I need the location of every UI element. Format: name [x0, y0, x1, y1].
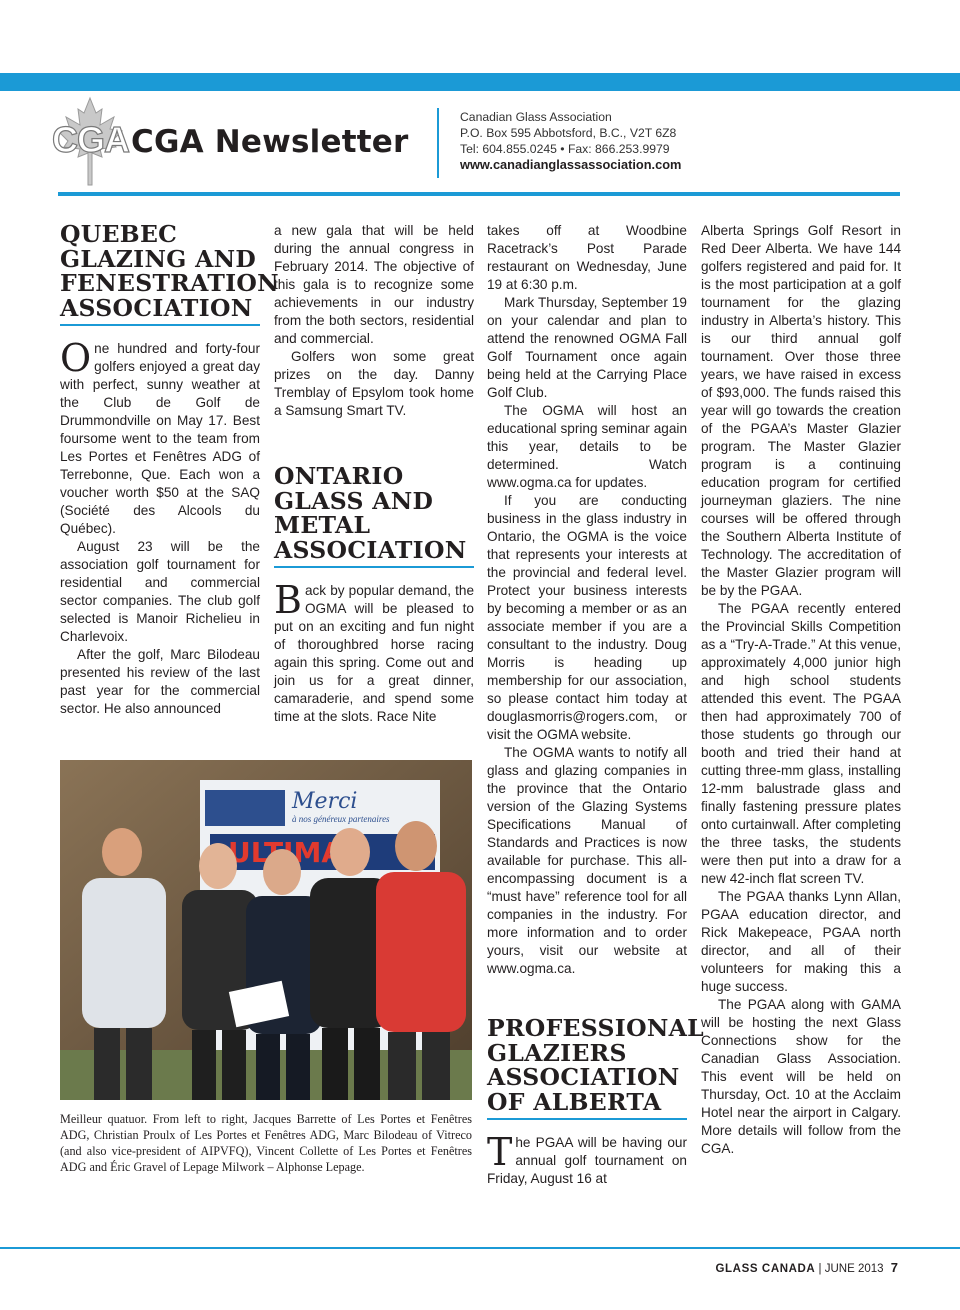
- page-footer: [716, 1260, 899, 1275]
- ontario-paragraph: Mark Thursday, September 19 on your calendar and plan to attend the renowned OGMA Fall Golf Tournament once again being held at the Carrying Place Golf Club.: [487, 295, 687, 400]
- photo-caption: Meilleur quatuor. From left to right, Jacques Barrette of Les Portes et Fenêtres ADG, Christian Proulx of Les Portes et Fenêtres ADG, Marc Bilodeau of Vitreco (and also vice-president of AIPVFQ), Vincent Collette of Les Portes et Fenêtres ADG and Éric Gravel of Lepage Milwork – Alphonse Lepage.: [60, 1112, 472, 1174]
- cga-logo: [50, 95, 130, 190]
- contact-website-link[interactable]: www.canadianglassassociation.com: [460, 157, 682, 172]
- photo-illustration: [60, 760, 472, 1100]
- ontario-paragraph: The OGMA will host an educational spring seminar again this year, details to be determined. Watch www.ogma.ca for updates.: [487, 403, 687, 490]
- column-4: [701, 222, 901, 1158]
- ontario-headline: ONTARIO GLASS AND METAL ASSOCIATION: [274, 462, 467, 564]
- ontario-paragraph: Back by popular demand, the OGMA will be pleased to put on an exciting and fun night of thoroughbred horse racing again this spring. Come out and join us for a great dinner, camaraderie, and spend some time at the slots. Race Nite: [274, 578, 474, 724]
- column-2: [274, 222, 474, 726]
- headline-rule: [60, 324, 260, 326]
- ontario-paragraph: If you are conducting business in the glass industry in Ontario, the OGMA is the voice that represents your interests at the provincial and federal level. Protect your business interests by becoming a member or as an associate member if you are a consultant to the industry. Doug Morris is heading up membership for our association, so please contact him today at douglasmorris@rogers.com, or visit the OGMA website.: [487, 493, 687, 742]
- quebec-paragraph: After the golf, Marc Bilodeau presented his review of the last past year for the commercial sector. He also announced: [60, 647, 260, 716]
- column-3: [487, 222, 704, 1188]
- alberta-paragraph: The PGAA will be having our annual golf tournament on Friday, August 16 at: [487, 1130, 687, 1186]
- logo-wordmark: CGA: [52, 119, 129, 160]
- ontario-paragraph: takes off at Woodbine Racetrack’s Post Parade restaurant on Wednesday, June 19 at 6:30 p.m.: [487, 223, 687, 292]
- contact-address: P.O. Box 595 Abbotsford, B.C., V2T 6Z8: [460, 126, 677, 140]
- alberta-headline: PROFESSIONAL GLAZIERS ASSOCIATION OF ALBERTA: [487, 1014, 704, 1116]
- footer-rule: [0, 1247, 960, 1249]
- alberta-paragraph: The PGAA thanks Lynn Allan, PGAA education director, and Rick Makepeace, PGAA north director, and all of their volunteers for making this a huge success.: [701, 889, 901, 994]
- masthead-divider: [437, 108, 439, 178]
- quebec-paragraph: One hundred and forty-four golfers enjoyed a great day with perfect, sunny weather at the Club de Golf de Drummondville on May 17. Best foursome went to the team from Les Portes et Fenêtres ADG of Terrebonne, Que. Each won a voucher worth $50 at the SAQ (Société des Alcools du Québec).: [60, 336, 260, 536]
- newsletter-title: CGA Newsletter: [131, 124, 409, 160]
- top-accent-bar: [0, 73, 960, 91]
- quebec-headline: QUEBEC GLAZING AND FENESTRATION ASSOCIATION: [60, 220, 279, 322]
- contact-phone: Tel: 604.855.0245 • Fax: 866.253.9979: [460, 142, 670, 156]
- quebec-paragraph: a new gala that will be held during the annual congress in February 2014. The objective of this gala is to recognize some achievements in our industry from the both sectors, residential and commercial.: [274, 223, 474, 346]
- drop-cap: O: [60, 336, 92, 380]
- banner-subtitle: à nos généreux partenaires: [292, 814, 390, 824]
- headline-rule: [487, 1118, 687, 1120]
- quebec-paragraph: Golfers won some great prizes on the day. Danny Tremblay of Epsylom took home a Samsung Smart TV.: [274, 349, 474, 418]
- drop-cap: B: [274, 578, 302, 622]
- drop-cap: T: [487, 1130, 513, 1174]
- magazine-name: GLASS CANADA: [715, 1263, 816, 1275]
- ontario-paragraph: The OGMA wants to notify all glass and glazing companies in the province that the Ontario version of the Glazing Systems Specifications Manual of Standards and Practices is now available for purchase. This all-encompassing document is a “must have” reference tool for all companies in the industry. For more information and to order yours, visit our website at www.ogma.ca.: [487, 745, 687, 976]
- contact-org: Canadian Glass Association: [460, 110, 612, 124]
- quebec-paragraph: August 23 will be the association golf tournament for residential and commercial sector companies. The club golf selected is Manoir Richelieu in Charlevoix.: [60, 539, 260, 644]
- header-rule: [58, 192, 900, 196]
- headline-rule: [274, 566, 474, 568]
- alberta-paragraph: The PGAA along with GAMA will be hosting the next Glass Connections show for the Canadian Glass Association. This event will be held on Thursday, Oct. 10 at the Acclaim Hotel near the airport in Calgary. More details will follow from the CGA.: [701, 997, 901, 1156]
- alberta-paragraph: Alberta Springs Golf Resort in Red Deer Alberta. We have 144 golfers registered and paid for. It is the most participation at a golf tournament for the glazing industry in Alberta’s history. This is our third annual golf tournament. Over those three years, we have raised in excess of $93,000. The funds raised this year will go towards the creation of the PGAA’s Master Glazier program. The Master Glazier program is a continuing education program for certified journeyman glaziers. The nine courses will be offered through the Southern Alberta Institute of Technology. The accreditation of the Master Glazier program will be by the PGAA.: [701, 223, 901, 598]
- footer-separator: |: [818, 1263, 822, 1275]
- alberta-paragraph: The PGAA recently entered the Provincial Skills Competition as a “Try-A-Trade.” At this venue, approximately 4,000 junior high and high school students attended this event. The PGAA then had approximately 700 of those students go through our booth and tried their hand at cutting three-mm glass, installing 12-mm balustrade glass and finally fastening pressure plates onto curtainwall. After completing the three tasks, the students were then put into a draw for a new 42-inch flat screen TV.: [701, 601, 901, 886]
- contact-block: [460, 109, 681, 173]
- banner-script: Merci: [292, 789, 358, 814]
- column-1: [60, 220, 279, 718]
- page-number: 7: [890, 1260, 898, 1275]
- issue-date: JUNE 2013: [824, 1263, 884, 1275]
- group-photo: [60, 760, 472, 1100]
